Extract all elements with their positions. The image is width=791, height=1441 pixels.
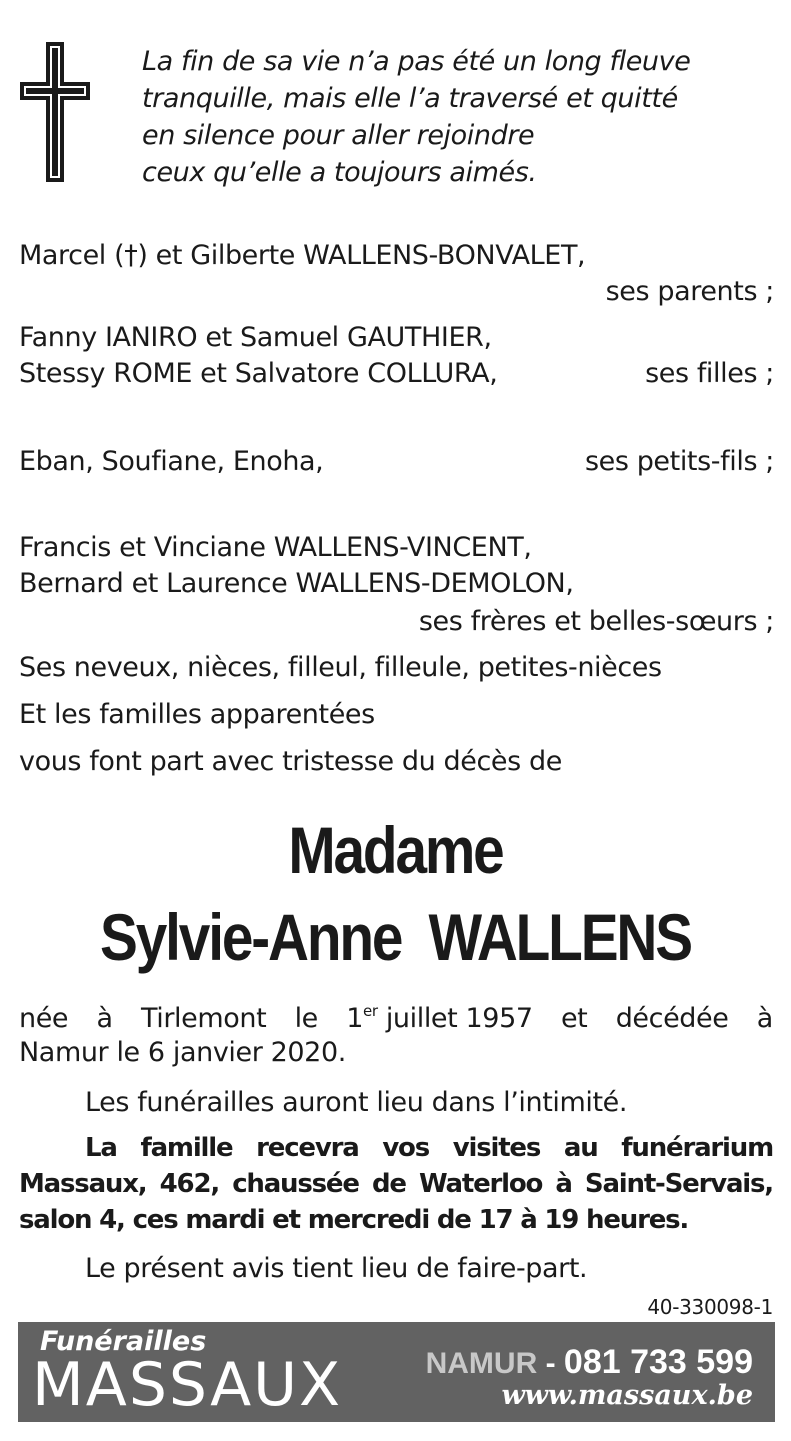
poem-line: tranquille, mais elle l’a traversé et quitté bbox=[142, 83, 678, 114]
banner-phone: NAMUR - 081 733 599 bbox=[425, 1343, 753, 1381]
funeral-note: Les funérailles auront lieu dans l’intimité. bbox=[85, 1087, 628, 1118]
visits-info: La famille recevra vos visites au funérarium Massaux, 462, chaussée de Waterloo à Saint-Servais, salon 4, ces mardi et mercredi de 17 à 19 heures. bbox=[19, 1130, 773, 1238]
funeral-home-banner bbox=[18, 1322, 775, 1422]
daughters-relation: ses filles ; bbox=[645, 358, 774, 389]
deceased-title: Madame bbox=[288, 813, 503, 887]
siblings-relation: ses frères et belles-sœurs ; bbox=[418, 606, 774, 637]
banner-city: NAMUR bbox=[425, 1347, 538, 1380]
birth-word: à bbox=[96, 1003, 113, 1034]
daughters-line-1: Fanny IANIRO et Samuel GAUTHIER, bbox=[19, 322, 492, 353]
siblings-line-2: Bernard et Laurence WALLENS-DEMOLON, bbox=[19, 568, 574, 599]
others-line: Et les familles apparentées bbox=[19, 699, 375, 730]
banner-website: www.massaux.be bbox=[501, 1380, 753, 1411]
grandsons-names: Eban, Soufiane, Enoha, bbox=[19, 446, 324, 477]
poem bbox=[142, 43, 782, 191]
notice: Le présent avis tient lieu de faire-part. bbox=[85, 1253, 588, 1284]
parents-relation: ses parents ; bbox=[605, 276, 774, 307]
birth-day: 1er juillet 1957 bbox=[346, 1002, 533, 1034]
siblings-line-1: Francis et Vinciane WALLENS-VINCENT, bbox=[19, 532, 532, 563]
cross-icon bbox=[20, 42, 90, 182]
poem-line: ceux qu’elle a toujours aimés. bbox=[142, 157, 537, 188]
others-line: Ses neveux, nièces, filleul, filleule, petites-nièces bbox=[19, 652, 662, 683]
visits-line-3: salon 4, ces mardi et mercredi de 17 à 19 heures. bbox=[19, 1205, 689, 1235]
banner-phone-number: 081 733 599 bbox=[563, 1343, 753, 1381]
poem-line: La fin de sa vie n’a pas été un long fleuve bbox=[142, 46, 691, 77]
reference-number: 40-330098-1 bbox=[647, 1295, 773, 1319]
birth-death-info bbox=[19, 1002, 773, 1070]
parents-names: Marcel (†) et Gilberte WALLENS-BONVALET, bbox=[19, 240, 586, 271]
poem-line: en silence pour aller rejoindre bbox=[142, 120, 535, 151]
birth-word: décédée bbox=[615, 1003, 729, 1034]
deceased-name: Sylvie-Anne WALLENS bbox=[100, 900, 691, 974]
others-line: vous font part avec tristesse du décès de bbox=[19, 746, 562, 777]
banner-logo-massaux: MASSAUX bbox=[32, 1350, 343, 1420]
birth-word: le bbox=[294, 1003, 318, 1034]
birth-word: et bbox=[560, 1003, 588, 1034]
daughters-line-2: Stessy ROME et Salvatore COLLURA, bbox=[19, 358, 498, 389]
grandsons-relation: ses petits-fils ; bbox=[584, 446, 774, 477]
birth-word: née bbox=[19, 1003, 69, 1034]
death-line: Namur le 6 janvier 2020. bbox=[19, 1037, 346, 1068]
banner-funerailles: Funérailles bbox=[40, 1326, 207, 1357]
birth-word: à bbox=[756, 1003, 773, 1034]
birth-word: Tirlemont bbox=[140, 1003, 267, 1034]
